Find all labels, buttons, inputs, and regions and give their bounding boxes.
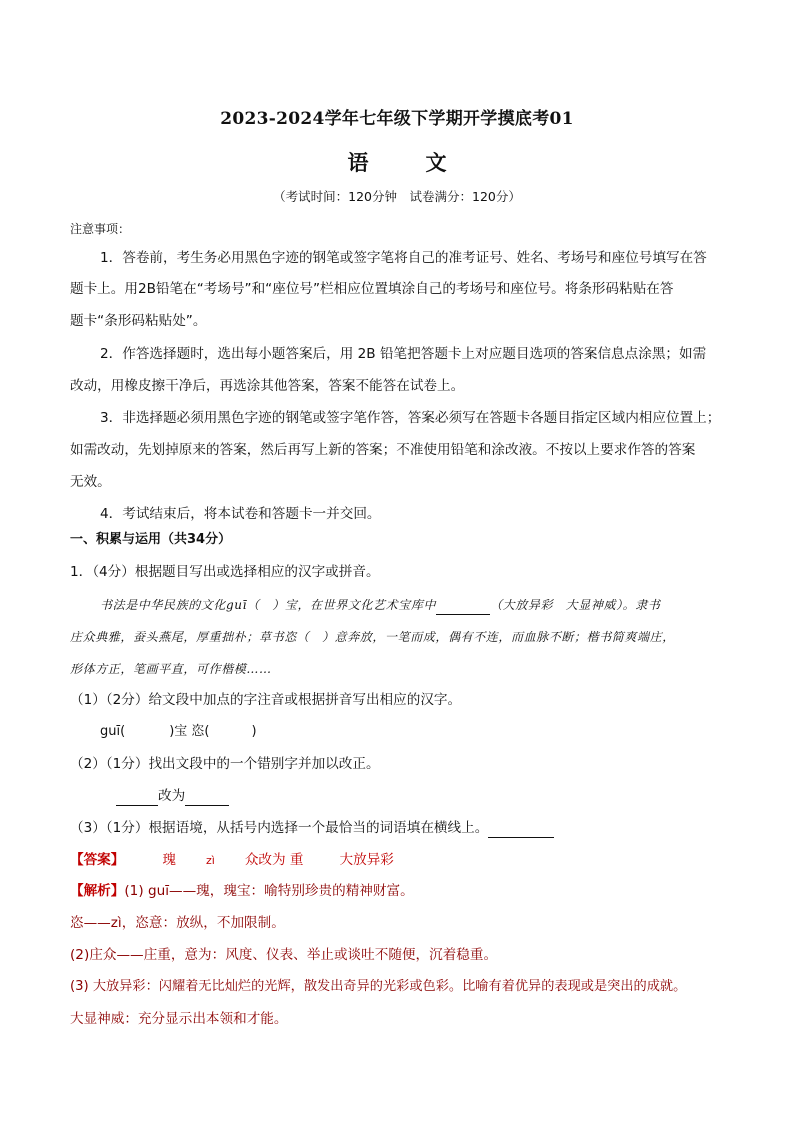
exam-title: 2023-2024学年七年级下学期开学摸底考01: [220, 109, 574, 129]
answer-blank[interactable]: [185, 790, 229, 806]
passage-text: （大放异彩 大显神威）。隶书: [490, 598, 661, 612]
analysis-line: 大显神威：充分显示出本领和才能。: [70, 1011, 288, 1027]
answer-label: 【答案】: [70, 852, 125, 868]
note-line: 2．作答选择题时，选出每小题答案后，用 2B 铅笔把答题卡上对应题目选项的答案信息点涂黑；如需: [100, 346, 707, 362]
analysis-line: [70, 881, 414, 901]
sub-question-1-fill: [100, 722, 257, 742]
passage-line: 庄众典雅，蚕头燕尾，厚重拙朴；草书恣（ ）意奔放，一笔而成，偶有不连，而血脉不断；楷书简爽端庄，: [70, 630, 675, 644]
note-line: 无效。: [70, 474, 111, 490]
sub-question-2: （2）（1分）找出文段中的一个错别字并加以改正。: [70, 756, 380, 772]
answer-value: zì: [205, 854, 215, 867]
sub-question-1: （1）（2分）给文段中加点的字注音或根据拼音写出相应的汉字。: [70, 692, 462, 708]
passage-line: [100, 595, 660, 615]
analysis-line: (3) 大放异彩：闪耀着无比灿烂的光辉，散发出奇异的光彩或色彩。比喻有着优异的表现或是突出的成就。: [70, 979, 687, 994]
answer-value: 瑰: [162, 852, 176, 868]
fill-text: 改为: [158, 788, 186, 804]
note-line: 题卡上。用2B铅笔在“考场号”和“座位号”栏相应位置填涂自己的考场号和座位号。将条形码粘贴在答: [70, 281, 674, 297]
answer-value: 大放异彩: [339, 852, 394, 868]
analysis-line: (2)庄众——庄重，意为：风度、仪表、举止或谈吐不随便，沉着稳重。: [70, 947, 498, 963]
passage-text: 书法是中华民族的文化guī（ ）宝，在世界文化艺术宝库中: [100, 598, 437, 612]
section-heading: 一、积累与运用（共34分）: [70, 532, 232, 547]
answer-blank[interactable]: [488, 822, 554, 838]
analysis-label: 【解析】: [70, 883, 125, 899]
note-line: 3．非选择题必须用黑色字迹的钢笔或签字笔作答，答案必须写在答题卡各题目指定区域内相应位置上；: [100, 410, 721, 426]
sub-question-2-fill: [116, 786, 229, 806]
passage-blank: [436, 599, 490, 615]
notes-title: 注意事项：: [70, 222, 131, 236]
note-line: 改动，用橡皮擦干净后，再选涂其他答案，答案不能答在试卷上。: [70, 378, 465, 394]
note-line: 1．答卷前，考生务必用黑色字迹的钢笔或签字笔将自己的准考证号、姓名、考场号和座位号填写在答: [100, 250, 707, 266]
passage-line: 形体方正，笔画平直，可作楷模……: [70, 662, 272, 676]
exam-info: （考试时间：120分钟 试卷满分：120分）: [273, 189, 521, 204]
sub-question-3: [70, 818, 554, 838]
question-1-stem: 1．（4分）根据题目写出或选择相应的汉字或拼音。: [70, 564, 380, 580]
subject-title: 语 文: [347, 150, 465, 175]
fill-text: )宝 恣(: [169, 724, 210, 739]
analysis-text: (1) guī——瑰，瑰宝：喻特别珍贵的精神财富。: [124, 883, 414, 899]
fill-text: ): [251, 724, 257, 739]
note-line: 4．考试结束后，将本试卷和答题卡一并交回。: [100, 506, 381, 522]
analysis-line: 恣——zì，恣意：放纵，不加限制。: [70, 915, 285, 931]
answer-line: [70, 850, 394, 871]
fill-text: guī(: [100, 724, 126, 739]
answer-blank[interactable]: [116, 790, 158, 806]
answer-value: 众改为 重: [244, 852, 304, 868]
note-line: 题卡“条形码粘贴处”。: [70, 313, 207, 329]
sub-question-3-text: （3）（1分）根据语境，从括号内选择一个最恰当的词语填在横线上。: [70, 820, 489, 836]
note-line: 如需改动，先划掉原来的答案，然后再写上新的答案；不准使用铅笔和涂改液。不按以上要求作答的答案: [70, 442, 696, 458]
